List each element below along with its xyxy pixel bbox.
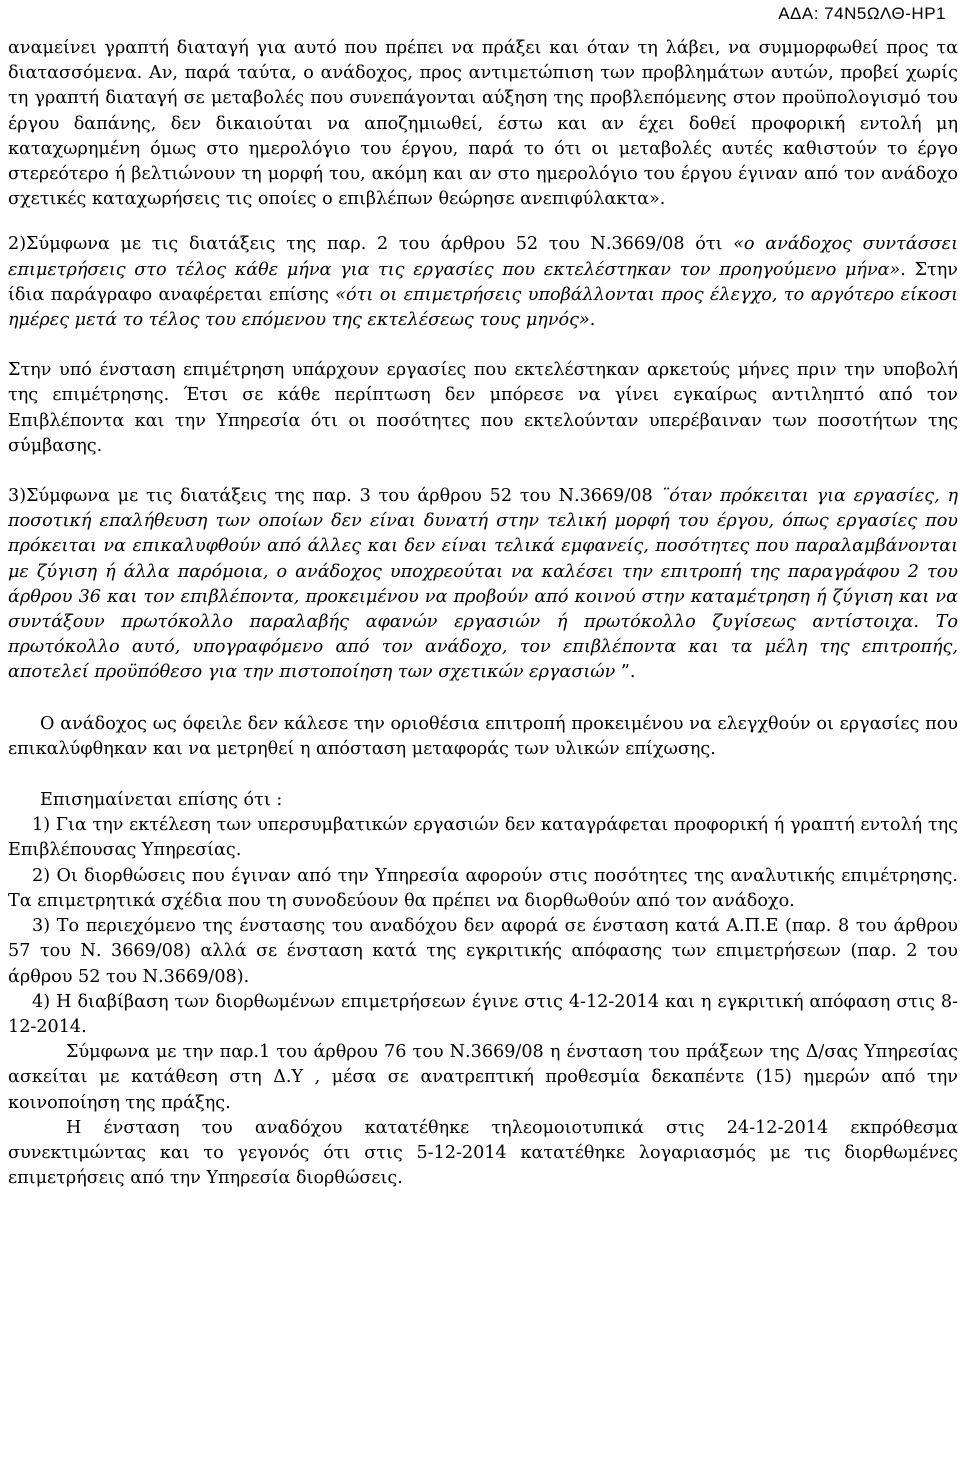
- list-item: 1) Για την εκτέλεση των υπερσυμβατικών εργασιών δεν καταγράφεται προφορική ή γραπτή εντολή της Επιβλέπουσας Υπηρεσίας.: [8, 815, 958, 861]
- paragraph-late-objection: Η ένσταση του αναδόχου κατατέθηκε τηλεομοιοτυπικά στις 24-12-2014 εκπρόθεσμα συνεκτιμώντας και το γεγονός ότι στις 5-12-2014 κατατέθηκε λογαριασμός με τις διορθωμένες επιμετρήσεις από την Υπηρεσία διορθώσεις.: [8, 1117, 958, 1189]
- ada-header: ΑΔΑ: 74Ν5ΩΛΘ-ΗΡ1: [778, 4, 946, 23]
- document-body: [8, 36, 958, 1191]
- quote-hidden-works-protocol: ¨όταν πρόκειται για εργασίες, η ποσοτική επαλήθευση των οποίων δεν είναι δυνατή στην τελική μορφή του έργου, όπως εργασίες που πρόκειται να επικαλυφθούν από άλλες και δεν είναι τελικά εμφανείς, ποσότητες που παραλαμβάνονται με ζύγιση ή άλλα παρόμοια, ο ανάδοχος υποχρεούται να καλέσει την επιτροπή της παραγράφου 2 του άρθρου 36 και τον επιβλέποντα, προκειμένου να προβούν από κοινού στην καταμέτρηση ή ζύγιση και να συντάξουν πρωτόκολλο παραλαβής αφανών εργασιών ή πρωτόκολλο ζυγίσεως αντίστοιχα. Το πρωτόκολλο αυτό, υπογραφόμενο από τον ανάδοχο, τον επιβλέποντα και τα μέλη της επιτροπής, αποτελεί προϋπόθεσο για την πιστοποίηση των σχετικών εργασιών: [8, 486, 958, 683]
- quote-measurements-deadline: «ότι οι επιμετρήσεις υποβάλλονται προς έλεγχο, το αργότερο είκοσι ημέρες μετά το τέλος του επόμενου της εκτελέσεως τους μηνός»: [8, 284, 958, 331]
- text-run: . Στην ίδια παράγραφο αναφέρεται επίσης: [8, 259, 958, 305]
- text-run: ”.: [620, 662, 636, 683]
- paragraph-notes-intro: Επισημαίνεται επίσης ότι :: [40, 790, 283, 811]
- paragraph-contractor-failure: Ο ανάδοχος ως όφειλε δεν κάλεσε την οριοθέσια επιτροπή προκειμένου να ελεγχθούν οι εργασίες που επικαλύφθηκαν και να μετρηθεί η απόσταση μεταφοράς των υλικών επίχωσης.: [8, 713, 958, 759]
- text-run: 3)Σύμφωνα με τις διατάξεις της παρ. 3 του άρθρου 52 του Ν.3669/08: [8, 486, 661, 507]
- paragraph-article-52-par-2: [8, 232, 958, 333]
- paragraph-disputed-measurement: Στην υπό ένσταση επιμέτρηση υπάρχουν εργασίες που εκτελέστηκαν αρκετούς μήνες πριν την υποβολή της επιμέτρησης. Έτσι σε κάθε περίπτωση δεν μπόρεσε να γίνει εγκαίρως αντιληπτό από τον Επιβλέποντα και την Υπηρεσία ότι οι ποσότητες που εκτελούνταν υπερέβαιναν των ποσοτήτων της σύμβασης.: [8, 360, 958, 456]
- text-run: 2)Σύμφωνα με τις διατάξεις της παρ. 2 του άρθρου 52 του Ν.3669/08 ότι: [8, 234, 734, 255]
- paragraph-contract-changes: αναμείνει γραπτή διαταγή για αυτό που πρέπει να πράξει και όταν τη λάβει, να συμμορφωθεί προς τα διατασσόμενα. Αν, παρά ταύτα, ο ανάδοχος, προς αντιμετώπιση των προβλημάτων αυτών, προβεί χωρίς τη γραπτή διαταγή σε μεταβολές που συνεπάγονται αύξηση της προβλεπόμενης στον προϋπολογισμό του έργου δαπάνης, δεν δικαιούται να αποζημιωθεί, έστω και αν έχει δοθεί προφορική εντολή μη καταχωρημένη όμως στο ημερολόγιο του έργου, παρά το ότι οι μεταβολές αυτές καθιστούν το έργο στερεότερο ή βελτιώνουν τη μορφή του, ακόμη και αν στο ημερολόγιο του έργου έγιναν από τον ανάδοχο σχετικές καταχωρήσεις τις οποίες ο επιβλέπων θεώρησε ανεπιφύλακτα».: [8, 38, 958, 210]
- list-item: 3) Το περιεχόμενο της ένστασης του αναδόχου δεν αφορά σε ένσταση κατά Α.Π.Ε (παρ. 8 του άρθρου 57 του Ν. 3669/08) αλλά σε ένσταση κατά της εγκριτικής απόφασης των επιμετρήσεων (παρ. 2 του άρθρου 52 του Ν.3669/08).: [8, 916, 958, 987]
- text-run: .: [589, 310, 596, 331]
- list-item: 2) Οι διορθώσεις που έγιναν από την Υπηρεσία αφορούν στις ποσότητες της αναλυτικής επιμέτρησης. Τα επιμετρητικά σχέδια που τη συνοδεύουν θα πρέπει να διορθωθούν από τον ανάδοχο.: [8, 865, 958, 911]
- paragraph-article-76: Σύμφωνα με την παρ.1 του άρθρου 76 του Ν.3669/08 η ένσταση του πράξεων της Δ/σας Υπηρεσίας ασκείται με κατάθεση στη Δ.Υ , μέσα σε ανατρεπτική προθεσμία δεκαπέντε (15) ημερών από την κοινοποίηση της πράξης.: [8, 1042, 958, 1113]
- paragraph-article-52-par-3: [8, 484, 958, 686]
- list-item: 4) Η διαβίβαση των διορθωμένων επιμετρήσεων έγινε στις 4-12-2014 και η εγκριτική απόφαση στις 8-12-2014.: [8, 991, 958, 1037]
- quote-monthly-measurements: «ο ανάδοχος συντάσσει επιμετρήσεις στο τέλος κάθε μήνα για τις εργασίες που εκτελέστηκαν τον προηγούμενο μήνα»: [8, 234, 958, 280]
